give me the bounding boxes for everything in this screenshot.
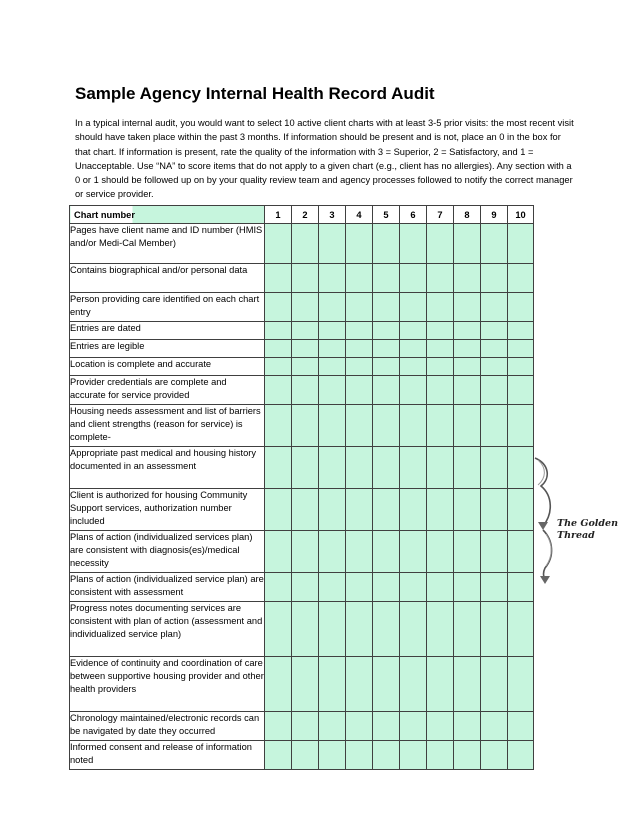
score-cell[interactable] (481, 712, 508, 741)
row-label: Plans of action (individualized service plan) are consistent with assessment (70, 573, 265, 602)
score-cell[interactable] (319, 376, 346, 405)
score-cell[interactable] (481, 322, 508, 340)
table-row (70, 358, 534, 376)
row-label: Client is authorized for housing Community Support services, authorization number included (70, 489, 265, 531)
row-label: Contains biographical and/or personal data (70, 264, 265, 293)
score-cell[interactable] (373, 573, 400, 602)
score-cell[interactable] (346, 264, 373, 293)
arrow-down-icon (538, 522, 548, 530)
page-title: Sample Agency Internal Health Record Audit (75, 84, 435, 103)
score-cell[interactable] (481, 447, 508, 489)
score-cell[interactable] (454, 322, 481, 340)
row-label: Plans of action (individualized services plan) are consistent with diagnosis(es)/medical necessity (70, 531, 265, 573)
score-cell[interactable] (454, 741, 481, 770)
table-row (70, 340, 534, 358)
score-cell[interactable] (346, 376, 373, 405)
score-cell[interactable] (292, 657, 319, 712)
score-cell[interactable] (400, 224, 427, 264)
score-cell[interactable] (454, 657, 481, 712)
score-cell[interactable] (265, 376, 292, 405)
score-cell[interactable] (481, 264, 508, 293)
score-cell[interactable] (508, 322, 534, 340)
score-cell[interactable] (265, 340, 292, 358)
score-cell[interactable] (427, 340, 454, 358)
brace-upper-icon (535, 458, 550, 526)
score-cell[interactable] (265, 358, 292, 376)
score-cell[interactable] (319, 264, 346, 293)
score-cell[interactable] (373, 293, 400, 322)
chart-col-header: 1 (265, 206, 292, 224)
score-cell[interactable] (346, 358, 373, 376)
score-cell[interactable] (319, 741, 346, 770)
score-cell[interactable] (427, 741, 454, 770)
arrow-down-icon (540, 576, 550, 584)
score-cell[interactable] (508, 340, 534, 358)
score-cell[interactable] (346, 340, 373, 358)
score-cell[interactable] (319, 224, 346, 264)
score-cell[interactable] (265, 447, 292, 489)
score-cell[interactable] (292, 322, 319, 340)
score-cell[interactable] (427, 376, 454, 405)
score-cell[interactable] (319, 657, 346, 712)
score-cell[interactable] (508, 376, 534, 405)
score-cell[interactable] (319, 573, 346, 602)
score-cell[interactable] (292, 489, 319, 531)
golden-thread-line2: Thread (557, 529, 595, 541)
golden-thread-label (557, 518, 618, 541)
score-cell[interactable] (508, 602, 534, 657)
score-cell[interactable] (265, 489, 292, 531)
score-cell[interactable] (427, 573, 454, 602)
row-label: Location is complete and accurate (70, 358, 265, 376)
score-cell[interactable] (454, 602, 481, 657)
score-cell[interactable] (319, 602, 346, 657)
score-cell[interactable] (427, 322, 454, 340)
score-cell[interactable] (508, 293, 534, 322)
score-cell[interactable] (400, 405, 427, 447)
score-cell[interactable] (346, 602, 373, 657)
score-cell[interactable] (265, 293, 292, 322)
score-cell[interactable] (373, 489, 400, 531)
score-cell[interactable] (319, 712, 346, 741)
score-cell[interactable] (454, 573, 481, 602)
score-cell[interactable] (454, 264, 481, 293)
row-label: Evidence of continuity and coordination of care between supportive housing provider and other health providers (70, 657, 265, 712)
score-cell[interactable] (373, 264, 400, 293)
score-cell[interactable] (481, 358, 508, 376)
score-cell[interactable] (373, 741, 400, 770)
score-cell[interactable] (400, 602, 427, 657)
score-cell[interactable] (346, 531, 373, 573)
score-cell[interactable] (427, 657, 454, 712)
score-cell[interactable] (400, 264, 427, 293)
score-cell[interactable] (292, 264, 319, 293)
score-cell[interactable] (373, 405, 400, 447)
score-cell[interactable] (292, 602, 319, 657)
row-label: Provider credentials are complete and accurate for service provided (70, 376, 265, 405)
score-cell[interactable] (454, 224, 481, 264)
row-label: Entries are legible (70, 340, 265, 358)
score-cell[interactable] (292, 712, 319, 741)
score-cell[interactable] (508, 405, 534, 447)
table-row (70, 293, 534, 322)
score-cell[interactable] (427, 712, 454, 741)
score-cell[interactable] (508, 741, 534, 770)
score-cell[interactable] (481, 489, 508, 531)
score-cell[interactable] (373, 224, 400, 264)
score-cell[interactable] (319, 531, 346, 573)
score-cell[interactable] (265, 602, 292, 657)
score-cell[interactable] (373, 602, 400, 657)
score-cell[interactable] (319, 405, 346, 447)
score-cell[interactable] (454, 531, 481, 573)
row-label: Informed consent and release of information noted (70, 741, 265, 770)
score-cell[interactable] (373, 447, 400, 489)
score-cell[interactable] (427, 293, 454, 322)
score-cell[interactable] (400, 489, 427, 531)
chart-col-header: 10 (508, 206, 534, 224)
score-cell[interactable] (373, 531, 400, 573)
score-cell[interactable] (427, 447, 454, 489)
score-cell[interactable] (265, 224, 292, 264)
score-cell[interactable] (454, 405, 481, 447)
score-cell[interactable] (481, 224, 508, 264)
score-cell[interactable] (346, 322, 373, 340)
score-cell[interactable] (400, 573, 427, 602)
score-cell[interactable] (265, 741, 292, 770)
score-cell[interactable] (292, 293, 319, 322)
score-cell[interactable] (346, 712, 373, 741)
score-cell[interactable] (454, 712, 481, 741)
score-cell[interactable] (481, 405, 508, 447)
score-cell[interactable] (454, 376, 481, 405)
score-cell[interactable] (265, 405, 292, 447)
table-row (70, 405, 534, 447)
score-cell[interactable] (454, 447, 481, 489)
score-cell[interactable] (454, 340, 481, 358)
score-cell[interactable] (346, 657, 373, 712)
score-cell[interactable] (265, 657, 292, 712)
score-cell[interactable] (292, 447, 319, 489)
score-cell[interactable] (427, 489, 454, 531)
table-row (70, 657, 534, 712)
table-row (70, 224, 534, 264)
score-cell[interactable] (481, 741, 508, 770)
table-row (70, 531, 534, 573)
table-row (70, 376, 534, 405)
score-cell[interactable] (292, 376, 319, 405)
score-cell[interactable] (319, 340, 346, 358)
score-cell[interactable] (400, 376, 427, 405)
table-row (70, 264, 534, 293)
score-cell[interactable] (346, 447, 373, 489)
table-row (70, 573, 534, 602)
score-cell[interactable] (319, 447, 346, 489)
score-cell[interactable] (400, 657, 427, 712)
score-cell[interactable] (508, 657, 534, 712)
row-label: Person providing care identified on each chart entry (70, 293, 265, 322)
score-cell[interactable] (508, 264, 534, 293)
score-cell[interactable] (481, 340, 508, 358)
intro-paragraph: In a typical internal audit, you would want to select 10 active client charts with at least 3-5 prior visits: the most recent visit should have taken place within the past 3 months. If information should be present and is not, place an 0 in the box for that chart. If information is present, rate the quality of the information with 3 = Superior, 2 = Satisfactory, and 1 = Unacceptable. Use “NA” to score items that do not apply to a given chart (e.g., client has no allergies). Any section with a 0 or 1 should be followed up on by your quality review team and agency processes followed to notify the correct manager or service provider. (75, 118, 574, 200)
chart-col-header: 4 (346, 206, 373, 224)
score-cell[interactable] (346, 405, 373, 447)
score-cell[interactable] (481, 573, 508, 602)
score-cell[interactable] (265, 322, 292, 340)
row-label: Pages have client name and ID number (HMIS and/or Medi-Cal Member) (70, 224, 265, 264)
score-cell[interactable] (400, 293, 427, 322)
row-label: Appropriate past medical and housing history documented in an assessment (70, 447, 265, 489)
score-cell[interactable] (265, 531, 292, 573)
chart-col-header: 5 (373, 206, 400, 224)
table-row (70, 489, 534, 531)
score-cell[interactable] (319, 293, 346, 322)
score-cell[interactable] (292, 340, 319, 358)
score-cell[interactable] (265, 264, 292, 293)
score-cell[interactable] (373, 376, 400, 405)
golden-thread-line1: The Golden (557, 518, 618, 529)
score-cell[interactable] (400, 447, 427, 489)
row-label: Chronology maintained/electronic records can be navigated by date they occurred (70, 712, 265, 741)
row-label: Progress notes documenting services are consistent with plan of action (assessment and individualized service plan) (70, 602, 265, 657)
score-cell[interactable] (400, 322, 427, 340)
score-cell[interactable] (373, 657, 400, 712)
score-cell[interactable] (292, 573, 319, 602)
chart-col-header: 3 (319, 206, 346, 224)
score-cell[interactable] (427, 358, 454, 376)
score-cell[interactable] (454, 293, 481, 322)
table-row (70, 712, 534, 741)
score-cell[interactable] (427, 264, 454, 293)
score-cell[interactable] (346, 741, 373, 770)
score-cell[interactable] (481, 657, 508, 712)
score-cell[interactable] (427, 531, 454, 573)
score-cell[interactable] (454, 358, 481, 376)
score-cell[interactable] (427, 602, 454, 657)
score-cell[interactable] (373, 358, 400, 376)
row-label: Entries are dated (70, 322, 265, 340)
table-row (70, 447, 534, 489)
score-cell[interactable] (400, 741, 427, 770)
chart-number-header: Chart number (70, 206, 265, 224)
score-cell[interactable] (400, 358, 427, 376)
score-cell[interactable] (373, 340, 400, 358)
score-cell[interactable] (427, 224, 454, 264)
score-cell[interactable] (427, 405, 454, 447)
score-cell[interactable] (346, 573, 373, 602)
score-cell[interactable] (373, 712, 400, 741)
score-cell[interactable] (454, 489, 481, 531)
score-cell[interactable] (346, 293, 373, 322)
score-cell[interactable] (292, 531, 319, 573)
score-cell[interactable] (373, 322, 400, 340)
score-cell[interactable] (400, 340, 427, 358)
table-row (70, 602, 534, 657)
score-cell[interactable] (319, 358, 346, 376)
score-cell[interactable] (508, 712, 534, 741)
score-cell[interactable] (481, 531, 508, 573)
score-cell[interactable] (481, 376, 508, 405)
table-row (70, 741, 534, 770)
chart-col-header: 7 (427, 206, 454, 224)
score-cell[interactable] (508, 358, 534, 376)
chart-col-header: 8 (454, 206, 481, 224)
score-cell[interactable] (292, 224, 319, 264)
score-cell[interactable] (319, 322, 346, 340)
score-cell[interactable] (265, 712, 292, 741)
score-cell[interactable] (508, 224, 534, 264)
score-cell[interactable] (292, 358, 319, 376)
chart-col-header: 6 (400, 206, 427, 224)
score-cell[interactable] (481, 602, 508, 657)
score-cell[interactable] (292, 405, 319, 447)
score-cell[interactable] (400, 531, 427, 573)
score-cell[interactable] (265, 573, 292, 602)
score-cell[interactable] (481, 293, 508, 322)
table-header-row (70, 206, 534, 224)
audit-table (69, 205, 534, 770)
row-label: Housing needs assessment and list of barriers and client strengths (reason for service) is complete- (70, 405, 265, 447)
score-cell[interactable] (319, 489, 346, 531)
score-cell[interactable] (346, 224, 373, 264)
score-cell[interactable] (400, 712, 427, 741)
chart-col-header: 2 (292, 206, 319, 224)
table-row (70, 322, 534, 340)
score-cell[interactable] (346, 489, 373, 531)
score-cell[interactable] (292, 741, 319, 770)
chart-col-header: 9 (481, 206, 508, 224)
